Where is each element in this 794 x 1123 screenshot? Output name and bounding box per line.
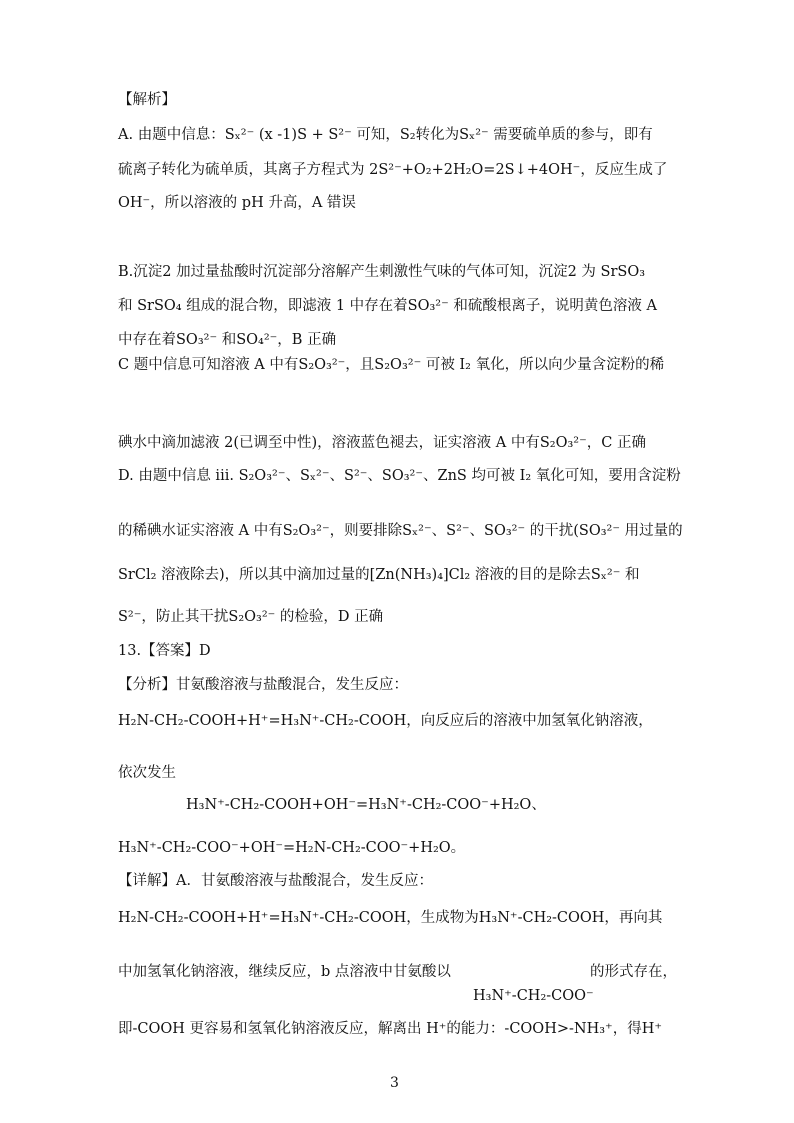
text-line: SrCl₂ 溶液除去)，所以其中滴加过量的[Zn(NH₃)₄]Cl₂ 溶液的目的是除去Sₓ²⁻ 和 <box>118 567 640 583</box>
equation-line: H₃N⁺-CH₂-COOH+OH⁻=H₃N⁺-CH₂-COO⁻+H₂O、 <box>186 797 546 813</box>
text-line: 中加氢氧化钠溶液，继续反应，b 点溶液中甘氨酸以 <box>118 964 451 980</box>
equation-line: H₃N⁺-CH₂-COO⁻+OH⁻=H₂N-CH₂-COO⁻+H₂O。 <box>118 840 466 856</box>
text-line: 硫离子转化为硫单质，其离子方程式为 2S²⁻+O₂+2H₂O=2S↓+4OH⁻，反应生成了 <box>118 162 668 178</box>
formula-fragment: H₃N⁺-CH₂-COO⁻ <box>473 988 594 1004</box>
answer-heading: 13.【答案】D <box>118 643 211 659</box>
text-line: D. 由题中信息 iii. S₂O₃²⁻、Sₓ²⁻、S²⁻、SO₃²⁻、ZnS 均可被 I₂ 氧化可知，要用含淀粉 <box>118 468 681 484</box>
text-line: 依次发生 <box>118 765 176 781</box>
text-line: A. 由题中信息：Sₓ²⁻ (x -1)S + S²⁻ 可知，S₂转化为Sₓ²⁻ 需要硫单质的参与，即有 <box>118 127 653 143</box>
text-line: 的稀碘水证实溶液 A 中有S₂O₃²⁻，则要排除Sₓ²⁻、S²⁻、SO₃²⁻ 的干扰(SO₃²⁻ 用过量的 <box>118 523 683 539</box>
text-line: C 题中信息可知溶液 A 中有S₂O₃²⁻，且S₂O₃²⁻ 可被 I₂ 氧化，所以向少量含淀粉的稀 <box>118 357 665 373</box>
text-line: OH⁻，所以溶液的 pH 升高，A 错误 <box>118 195 356 211</box>
text-line: B.沉淀2 加过量盐酸时沉淀部分溶解产生刺激性气味的气体可知，沉淀2 为 SrSO₃ <box>118 264 646 280</box>
detail-heading: 【详解】A．甘氨酸溶液与盐酸混合，发生反应： <box>118 873 433 889</box>
text-line: 中存在着SO₃²⁻ 和SO₄²⁻，B 正确 <box>118 332 337 348</box>
text-line: 碘水中滴加滤液 2(已调至中性)，溶液蓝色褪去，证实溶液 A 中有S₂O₃²⁻，C 正确 <box>118 435 646 451</box>
section-heading-analysis: 【解析】 <box>118 92 176 108</box>
analysis-heading: 【分析】甘氨酸溶液与盐酸混合，发生反应： <box>118 677 408 693</box>
text-fragment: 的形式存在， <box>590 964 677 980</box>
equation-line: H₂N-CH₂-COOH+H⁺=H₃N⁺-CH₂-COOH，生成物为H₃N⁺-CH₂-COOH，再向其 <box>118 910 663 926</box>
text-line: S²⁻，防止其干扰S₂O₃²⁻ 的检验，D 正确 <box>118 609 384 625</box>
page-number: 3 <box>390 1075 399 1091</box>
equation-line: H₂N-CH₂-COOH+H⁺=H₃N⁺-CH₂-COOH，向反应后的溶液中加氢氧化钠溶液， <box>118 713 653 729</box>
text-line: 即-COOH 更容易和氢氧化钠溶液反应，解离出 H⁺的能力：-COOH>-NH₃⁺，得H⁺ <box>118 1021 662 1037</box>
text-line: 和 SrSO₄ 组成的混合物，即滤液 1 中存在着SO₃²⁻ 和硫酸根离子，说明黄色溶液 A <box>118 298 657 314</box>
